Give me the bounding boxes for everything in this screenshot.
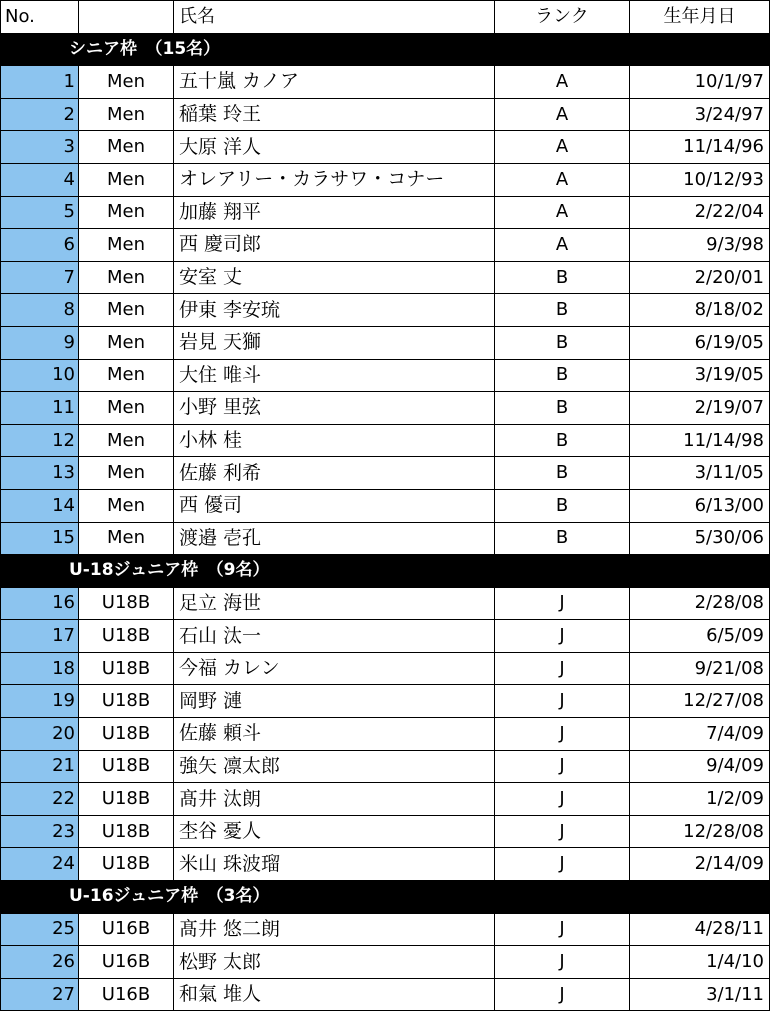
cell-name[interactable]: 渡邉 壱孔 [174,522,495,555]
cell-rank[interactable]: A [495,131,630,164]
cell-dob[interactable]: 2/28/08 [630,587,770,620]
cell-dob[interactable]: 11/14/96 [630,131,770,164]
cell-no[interactable]: 7 [1,261,79,294]
cell-category[interactable]: U16B [79,913,174,946]
cell-rank[interactable]: B [495,424,630,457]
table-row [1,66,770,99]
cell-dob[interactable]: 2/19/07 [630,392,770,425]
cell-category[interactable]: U18B [79,587,174,620]
cell-rank[interactable]: J [495,587,630,620]
cell-category[interactable]: Men [79,229,174,262]
cell-dob[interactable]: 1/4/10 [630,946,770,979]
cell-no[interactable]: 15 [1,522,79,555]
cell-dob[interactable]: 11/14/98 [630,424,770,457]
cell-name[interactable]: 和氣 堆人 [174,978,495,1011]
cell-name[interactable]: 米山 珠波瑠 [174,848,495,881]
cell-no[interactable]: 10 [1,359,79,392]
cell-category[interactable]: U18B [79,652,174,685]
cell-category[interactable]: U18B [79,620,174,653]
section-header-row [1,33,770,66]
cell-category[interactable]: Men [79,326,174,359]
cell-category[interactable]: Men [79,522,174,555]
cell-no[interactable]: 11 [1,392,79,425]
table-row [1,522,770,555]
section-title[interactable]: U-16ジュニア枠 （3名） [1,881,770,914]
cell-rank[interactable]: J [495,783,630,816]
cell-rank[interactable]: A [495,229,630,262]
cell-category[interactable]: U18B [79,815,174,848]
header-rank[interactable]: ランク [495,1,630,34]
table-row [1,424,770,457]
cell-rank[interactable]: A [495,98,630,131]
table-row [1,685,770,718]
table-row [1,620,770,653]
table-row [1,98,770,131]
table-row [1,652,770,685]
cell-no[interactable]: 6 [1,229,79,262]
header-dob[interactable]: 生年月日 [630,1,770,34]
table-row [1,196,770,229]
cell-name[interactable]: 西 慶司郎 [174,229,495,262]
cell-no[interactable]: 3 [1,131,79,164]
cell-name[interactable]: 石山 汰一 [174,620,495,653]
cell-no[interactable]: 14 [1,489,79,522]
cell-name[interactable]: 岩見 天獅 [174,326,495,359]
table-row [1,326,770,359]
cell-dob[interactable]: 1/2/09 [630,783,770,816]
cell-rank[interactable]: B [495,489,630,522]
cell-name[interactable]: 松野 太郎 [174,946,495,979]
cell-dob[interactable]: 3/1/11 [630,978,770,1011]
section-title[interactable]: シニア枠 （15名） [1,33,770,66]
table-row [1,978,770,1011]
cell-category[interactable]: Men [79,392,174,425]
cell-name[interactable]: 大住 唯斗 [174,359,495,392]
cell-no[interactable]: 5 [1,196,79,229]
table-row [1,457,770,490]
cell-category[interactable]: Men [79,131,174,164]
cell-rank[interactable]: J [495,750,630,783]
table-row [1,489,770,522]
cell-category[interactable]: U16B [79,946,174,979]
cell-category[interactable]: U18B [79,685,174,718]
cell-dob[interactable]: 6/13/00 [630,489,770,522]
cell-name[interactable]: 足立 海世 [174,587,495,620]
cell-rank[interactable]: B [495,359,630,392]
section-header-row [1,881,770,914]
section-header-row [1,555,770,588]
cell-rank[interactable]: J [495,718,630,751]
header-row [1,1,770,34]
cell-category[interactable]: U18B [79,750,174,783]
cell-dob[interactable]: 5/30/06 [630,522,770,555]
cell-name[interactable]: 加藤 翔平 [174,196,495,229]
table-row [1,392,770,425]
cell-rank[interactable]: B [495,294,630,327]
cell-dob[interactable]: 6/5/09 [630,620,770,653]
cell-category[interactable]: U18B [79,718,174,751]
cell-name[interactable]: 小林 桂 [174,424,495,457]
cell-category[interactable]: U16B [79,978,174,1011]
table-row [1,229,770,262]
cell-name[interactable]: 強矢 凛太郎 [174,750,495,783]
cell-no[interactable]: 23 [1,815,79,848]
cell-no[interactable]: 27 [1,978,79,1011]
cell-rank[interactable]: B [495,392,630,425]
cell-dob[interactable]: 2/14/09 [630,848,770,881]
cell-dob[interactable]: 10/1/97 [630,66,770,99]
cell-name[interactable]: 安室 丈 [174,261,495,294]
cell-rank[interactable]: A [495,196,630,229]
cell-no[interactable]: 24 [1,848,79,881]
cell-rank[interactable]: B [495,261,630,294]
cell-rank[interactable]: J [495,685,630,718]
cell-dob[interactable]: 9/21/08 [630,652,770,685]
cell-rank[interactable]: A [495,66,630,99]
cell-category[interactable]: U18B [79,848,174,881]
cell-name[interactable]: 髙井 悠二朗 [174,913,495,946]
table-row [1,815,770,848]
cell-dob[interactable]: 7/4/09 [630,718,770,751]
table-row [1,163,770,196]
section-title[interactable]: U-18ジュニア枠 （9名） [1,555,770,588]
cell-rank[interactable]: J [495,815,630,848]
cell-category[interactable]: U18B [79,783,174,816]
header-category[interactable] [79,1,174,34]
cell-dob[interactable]: 3/19/05 [630,359,770,392]
cell-no[interactable]: 25 [1,913,79,946]
cell-dob[interactable]: 9/4/09 [630,750,770,783]
cell-name[interactable]: 小野 里弦 [174,392,495,425]
table-row [1,946,770,979]
cell-name[interactable]: 大原 洋人 [174,131,495,164]
cell-no[interactable]: 19 [1,685,79,718]
cell-rank[interactable]: B [495,326,630,359]
cell-dob[interactable]: 4/28/11 [630,913,770,946]
table-row [1,131,770,164]
cell-category[interactable]: Men [79,424,174,457]
cell-rank[interactable]: J [495,652,630,685]
cell-category[interactable]: Men [79,359,174,392]
table-row [1,261,770,294]
cell-no[interactable]: 8 [1,294,79,327]
cell-no[interactable]: 12 [1,424,79,457]
cell-name[interactable]: 佐藤 頼斗 [174,718,495,751]
table-row [1,718,770,751]
roster-body [1,1,770,1011]
cell-no[interactable]: 2 [1,98,79,131]
cell-dob[interactable]: 8/18/02 [630,294,770,327]
cell-category[interactable]: Men [79,163,174,196]
cell-name[interactable]: 杢谷 憂人 [174,815,495,848]
cell-no[interactable]: 13 [1,457,79,490]
cell-no[interactable]: 22 [1,783,79,816]
cell-no[interactable]: 17 [1,620,79,653]
cell-dob[interactable]: 9/3/98 [630,229,770,262]
cell-category[interactable]: Men [79,489,174,522]
cell-no[interactable]: 20 [1,718,79,751]
cell-category[interactable]: Men [79,196,174,229]
cell-name[interactable]: 髙井 汰朗 [174,783,495,816]
cell-name[interactable]: 今福 カレン [174,652,495,685]
cell-dob[interactable]: 10/12/93 [630,163,770,196]
cell-category[interactable]: Men [79,66,174,99]
cell-rank[interactable]: B [495,457,630,490]
cell-dob[interactable]: 3/24/97 [630,98,770,131]
cell-rank[interactable]: A [495,163,630,196]
cell-name[interactable]: 西 優司 [174,489,495,522]
cell-no[interactable]: 16 [1,587,79,620]
cell-dob[interactable]: 3/11/05 [630,457,770,490]
cell-dob[interactable]: 6/19/05 [630,326,770,359]
cell-rank[interactable]: J [495,946,630,979]
cell-name[interactable]: 五十嵐 カノア [174,66,495,99]
table-row [1,783,770,816]
cell-rank[interactable]: J [495,848,630,881]
table-row [1,294,770,327]
cell-dob[interactable]: 2/22/04 [630,196,770,229]
cell-category[interactable]: Men [79,261,174,294]
cell-name[interactable]: オレアリー・カラサワ・コナー [174,163,495,196]
table-row [1,913,770,946]
table-row [1,587,770,620]
cell-no[interactable]: 4 [1,163,79,196]
cell-rank[interactable]: J [495,913,630,946]
cell-category[interactable]: Men [79,457,174,490]
cell-rank[interactable]: J [495,978,630,1011]
cell-name[interactable]: 稲葉 玲王 [174,98,495,131]
cell-category[interactable]: Men [79,98,174,131]
cell-no[interactable]: 26 [1,946,79,979]
cell-no[interactable]: 21 [1,750,79,783]
table-row [1,359,770,392]
header-no[interactable]: No. [1,1,79,34]
cell-category[interactable]: Men [79,294,174,327]
cell-dob[interactable]: 12/27/08 [630,685,770,718]
cell-name[interactable]: 伊東 李安琉 [174,294,495,327]
cell-name[interactable]: 佐藤 利希 [174,457,495,490]
cell-dob[interactable]: 2/20/01 [630,261,770,294]
header-name[interactable]: 氏名 [174,1,495,34]
cell-no[interactable]: 18 [1,652,79,685]
cell-dob[interactable]: 12/28/08 [630,815,770,848]
cell-rank[interactable]: B [495,522,630,555]
table-row [1,750,770,783]
cell-no[interactable]: 9 [1,326,79,359]
cell-rank[interactable]: J [495,620,630,653]
table-row [1,848,770,881]
cell-name[interactable]: 岡野 漣 [174,685,495,718]
cell-no[interactable]: 1 [1,66,79,99]
